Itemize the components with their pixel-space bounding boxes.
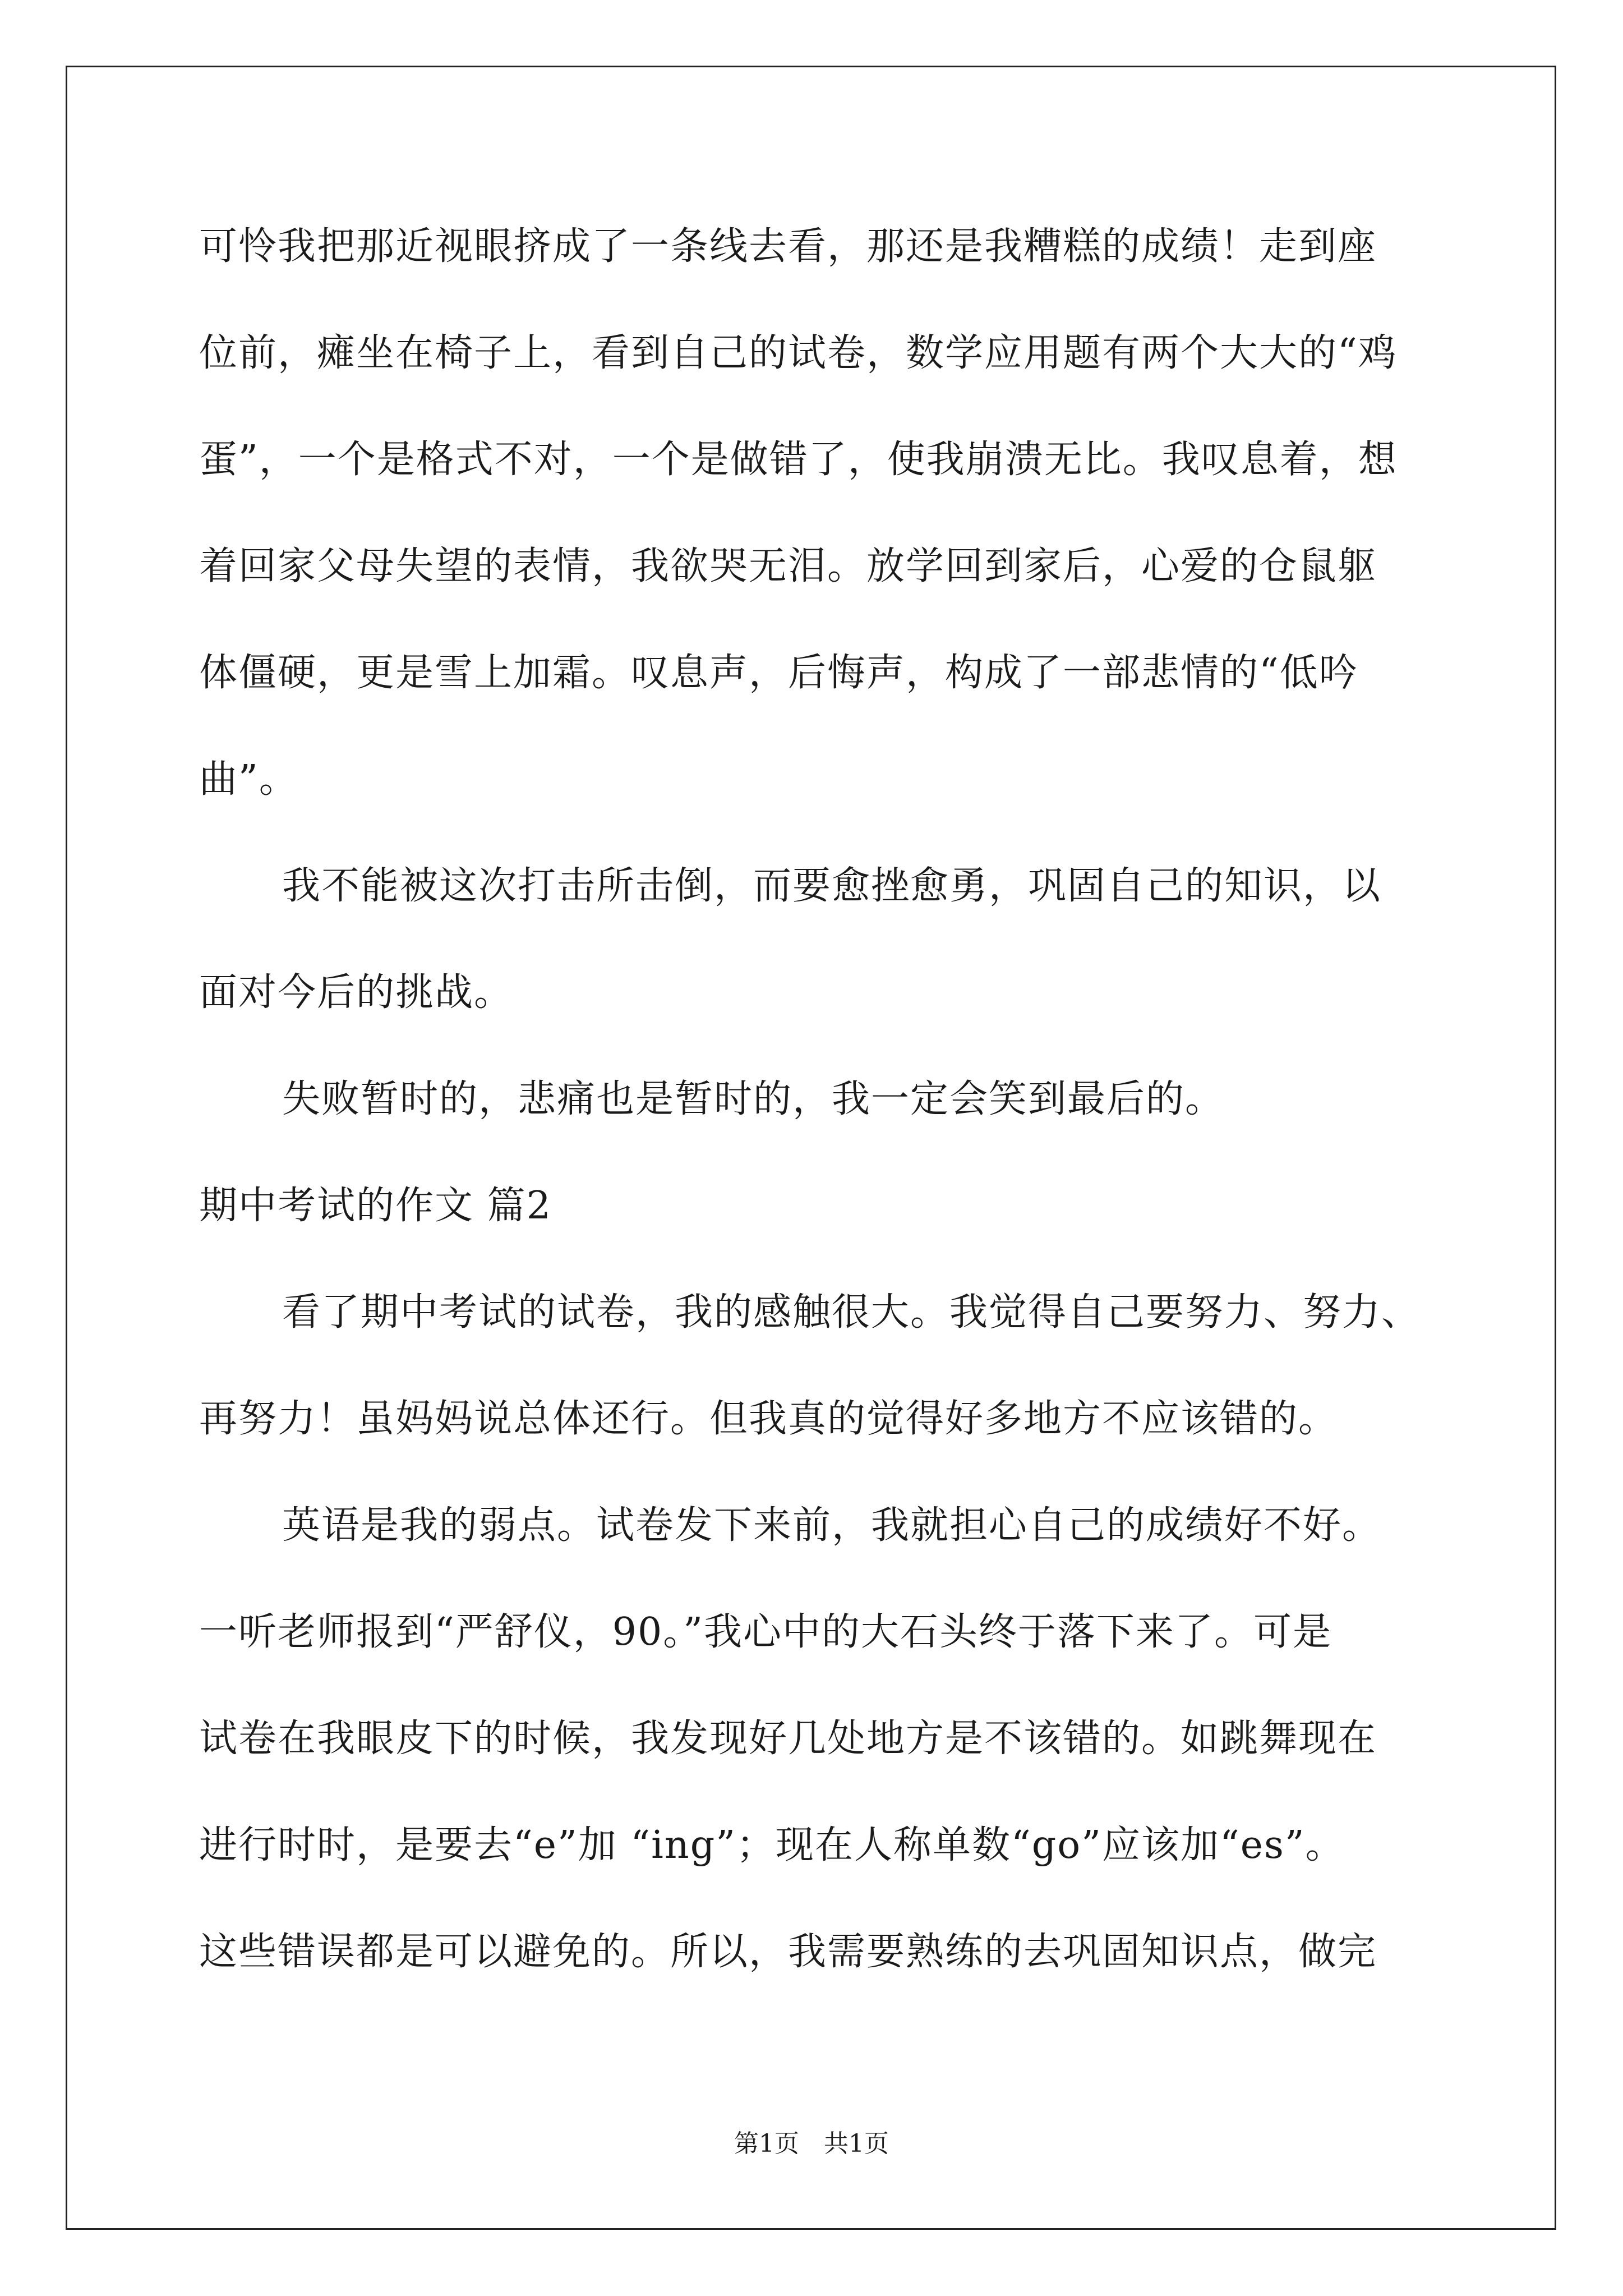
body-line: 失败暂时的，悲痛也是暂时的，我一定会笑到最后的。 [282, 1077, 1225, 1121]
body-line: 面对今后的挑战。 [199, 970, 514, 1015]
body-line: 再努力！虽妈妈说总体还行。但我真的觉得好多地方不应该错的。 [199, 1397, 1338, 1441]
page-number-footer: 第1页 共1页 [734, 2129, 889, 2158]
body-line: 着回家父母失望的表情，我欲哭无泪。放学回到家后，心爱的仓鼠躯 [199, 544, 1377, 588]
body-line: 我不能被这次打击所击倒，而要愈挫愈勇，巩固自己的知识，以 [282, 864, 1382, 908]
section-heading: 期中考试的作文 篇2 [199, 1184, 552, 1228]
body-line: 这些错误都是可以避免的。所以，我需要熟练的去巩固知识点，做完 [199, 1930, 1377, 1974]
body-line: 看了期中考试的试卷，我的感触很大。我觉得自己要努力、努力、 [282, 1290, 1421, 1335]
body-line: 一听老师报到“严舒仪，90。”我心中的大石头终于落下来了。可是 [199, 1610, 1332, 1654]
body-line: 英语是我的弱点。试卷发下来前，我就担心自己的成绩好不好。 [282, 1503, 1382, 1548]
body-line: 试卷在我眼皮下的时候，我发现好几处地方是不该错的。如跳舞现在 [199, 1717, 1377, 1761]
page-frame [66, 66, 1556, 2230]
body-line: 曲”。 [199, 757, 298, 802]
body-line: 进行时时，是要去“e”加 “ing”；现在人称单数“go”应该加“es”。 [199, 1823, 1345, 1867]
body-line: 蛋”，一个是格式不对，一个是做错了，使我崩溃无比。我叹息着，想 [199, 438, 1398, 482]
body-line: 可怜我把那近视眼挤成了一条线去看，那还是我糟糕的成绩！走到座 [199, 224, 1377, 269]
body-line: 位前，瘫坐在椅子上，看到自己的试卷，数学应用题有两个大大的“鸡 [199, 331, 1398, 375]
body-line: 体僵硬，更是雪上加霜。叹息声，后悔声，构成了一部悲情的“低吟 [199, 651, 1358, 695]
